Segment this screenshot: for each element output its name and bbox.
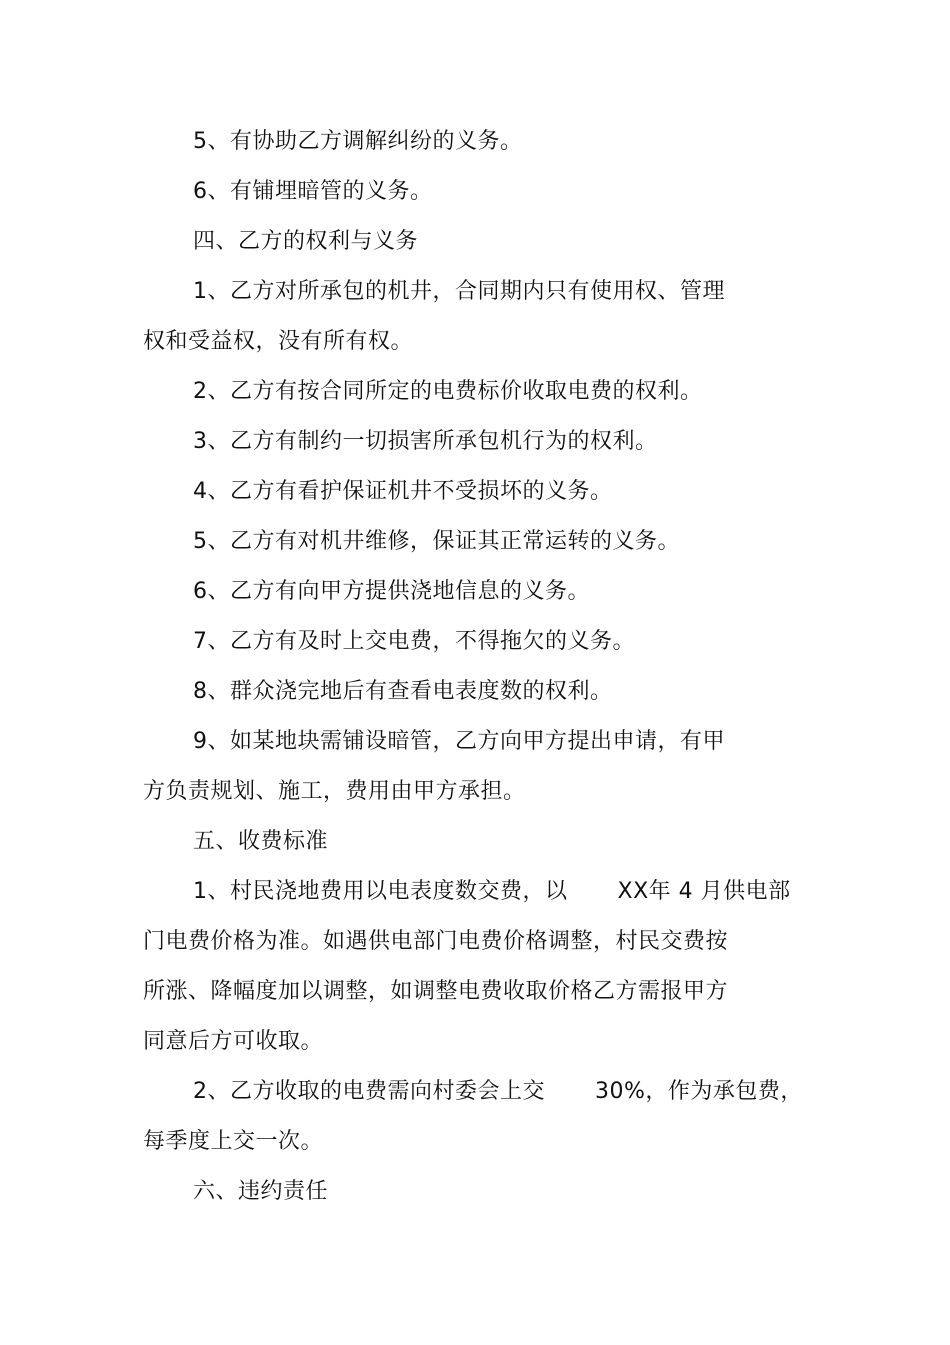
fee-line-2 — [193, 1077, 803, 1107]
text-line: 4、乙方有看护保证机井不受损坏的义务。 — [193, 479, 613, 504]
text-line: 方负责规划、施工，费用由甲方承担。 — [143, 779, 526, 804]
text-line: 5、有协助乙方调解纠纷的义务。 — [193, 129, 523, 154]
text-line: 6、乙方有向甲方提供浇地信息的义务。 — [193, 579, 590, 604]
text-line: 9、如某地块需铺设暗管，乙方向甲方提出申请，有甲 — [193, 729, 725, 754]
fee-line-1 — [193, 877, 791, 907]
section-heading: 四、乙方的权利与义务 — [193, 229, 419, 254]
fee-line-2-percent: 30%，作为承包费， — [595, 1079, 803, 1104]
text-line: 每季度上交一次。 — [143, 1129, 324, 1154]
section-heading: 五、收费标准 — [193, 829, 329, 854]
text-line: 7、乙方有及时上交电费，不得拖欠的义务。 — [193, 629, 635, 654]
text-line: 5、乙方有对机井维修，保证其正常运转的义务。 — [193, 529, 680, 554]
fee-line-1-date: XX年 4 月供电部 — [617, 879, 791, 904]
text-line: 2、乙方有按合同所定的电费标价收取电费的权利。 — [193, 379, 703, 404]
text-line: 门电费价格为准。如遇供电部门电费价格调整，村民交费按 — [143, 929, 729, 954]
fee-line-1-text: 1、村民浇地费用以电表度数交费，以 — [193, 879, 568, 904]
text-line: 权和受益权，没有所有权。 — [143, 329, 414, 354]
fee-line-2-text: 2、乙方收取的电费需向村委会上交 — [193, 1079, 545, 1104]
text-line: 6、有铺埋暗管的义务。 — [193, 179, 433, 204]
text-line: 所涨、降幅度加以调整，如调整电费收取价格乙方需报甲方 — [143, 979, 729, 1004]
text-line: 3、乙方有制约一切损害所承包机行为的权利。 — [193, 429, 658, 454]
section-heading: 六、违约责任 — [193, 1179, 329, 1204]
text-line: 8、群众浇完地后有查看电表度数的权利。 — [193, 679, 613, 704]
text-line: 同意后方可收取。 — [143, 1029, 324, 1054]
text-line: 1、乙方对所承包的机井，合同期内只有使用权、管理 — [193, 279, 725, 304]
